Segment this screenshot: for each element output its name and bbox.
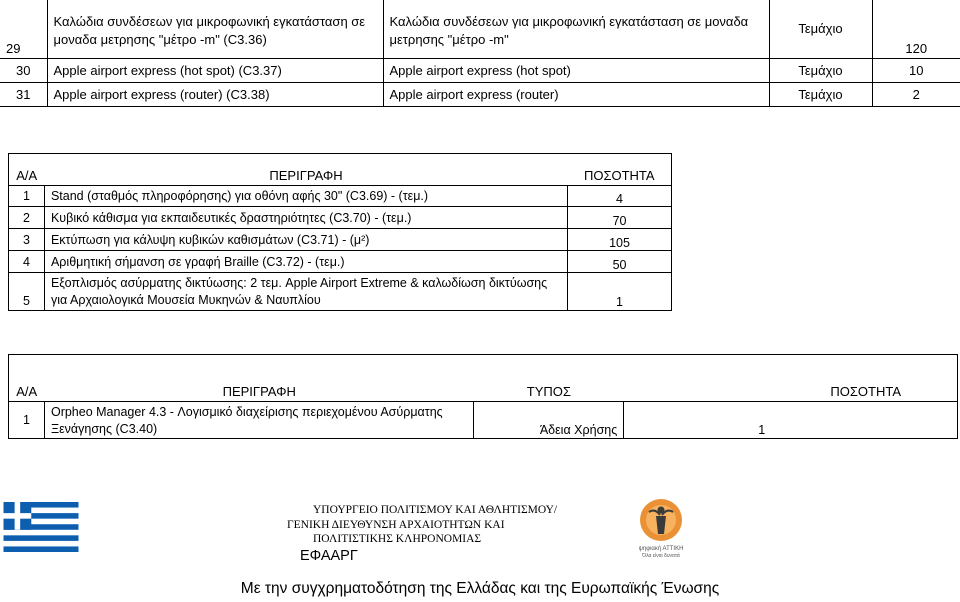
item-description: Apple airport express (hot spot) [383,58,769,82]
item-name: Apple airport express (router) (C3.38) [47,82,383,106]
table-row [9,207,672,229]
row-number: 30 [0,58,47,82]
ministry-line: ΥΠΟΥΡΓΕΙΟ ΠΟΛΙΤΙΣΜΟΥ ΚΑΙ ΑΘΛΗΤΙΣΜΟΥ/ [313,504,558,516]
header-description: ΠΕΡΙΓΡΑΦΗ [44,154,567,186]
header-description: ΠΕΡΙΓΡΑΦΗ [44,355,473,402]
row-number: 29 [0,0,47,58]
description-table [8,153,672,311]
table-row [9,273,672,311]
row-number: 5 [9,273,45,311]
table-row [0,0,960,58]
row-description: Κυβικό κάθισμα για εκπαιδευτικές δραστηριότητες (C3.70) - (τεμ.) [44,207,567,229]
header-number: Α/Α [9,355,45,402]
row-quantity: 4 [568,186,672,207]
header-quantity: ΠΟΣΟΤΗΤΑ [568,154,672,186]
header-number: Α/Α [9,154,45,186]
svg-text:ψηφιακή ΑΤΤΙΚΗ: ψηφιακή ΑΤΤΙΚΗ [638,546,684,552]
row-number: 31 [0,82,47,106]
item-name: Apple airport express (hot spot) (C3.37) [47,58,383,82]
header-type: ΤΥΠΟΣ [474,355,624,402]
item-quantity: 120 [872,0,960,58]
ministry-line: ΠΟΛΙΤΙΣΤΙΚΗΣ ΚΛΗΡΟΝΟΜΙΑΣ [313,533,482,545]
table-row [9,229,672,251]
table-row [0,58,960,82]
row-quantity: 105 [568,229,672,251]
ministry-line: ΓΕΝΙΚΗ ΔΙΕΥΘΥΝΣΗ ΑΡΧΑΙΟΤΗΤΩΝ ΚΑΙ [287,518,505,531]
item-description: Apple airport express (router) [383,82,769,106]
ministry-block [287,503,558,565]
table-row [9,186,672,207]
table-header-row [9,355,958,402]
item-quantity: 10 [872,58,960,82]
row-number: 3 [9,229,45,251]
row-number: 1 [9,186,45,207]
item-unit: Τεμάχιο [769,58,872,82]
row-quantity: 1 [568,273,672,311]
row-type: Άδεια Χρήσης [474,402,624,439]
table-row [9,402,958,439]
table-header-row [9,154,672,186]
item-description: Καλώδια συνδέσεων για μικροφωνική εγκατάσταση σε μοναδα μετρησης "μέτρο -m" [383,0,769,58]
items-table [0,0,960,107]
table-row [9,251,672,273]
row-number: 1 [9,402,45,439]
row-quantity: 50 [568,251,672,273]
agency-acronym: ΕΦΑΑΡΓ [300,547,358,564]
row-description: Stand (σταθμός πληροφόρησης) για οθόνη αφής 30" (C3.69) - (τεμ.) [44,186,567,207]
greek-flag-icon [3,502,79,552]
item-unit: Τεμάχιο [769,82,872,106]
row-description: Εξοπλισμός ασύρματης δικτύωσης: 2 τεμ. Apple Airport Extreme & καλωδίωση δικτύωσης για Αρχαιολογικά Μουσεία Μυκηνών & Ναυπλίου [44,273,567,311]
item-quantity: 2 [872,82,960,106]
header-quantity: ΠΟΣΟΤΗΤΑ [624,355,958,402]
row-description: Orpheo Manager 4.3 - Λογισμικό διαχείρισης περιεχομένου Ασύρματης Ξενάγησης (C3.40) [44,402,473,439]
item-unit: Τεμάχιο [769,0,872,58]
row-quantity: 1 [624,402,958,439]
row-quantity: 70 [568,207,672,229]
row-description: Εκτύπωση για κάλυψη κυβικών καθισμάτων (C3.71) - (μ²) [44,229,567,251]
cofunding-text: Με την συγχρηματοδότηση της Ελλάδας και της Ευρωπαϊκής Ένωσης [240,580,720,597]
row-number: 2 [9,207,45,229]
row-number: 4 [9,251,45,273]
software-table [8,354,958,439]
svg-text:Όλα είναι δυνατά: Όλα είναι δυνατά [642,553,680,559]
digital-attica-logo-icon [627,494,695,564]
row-description: Αριθμητική σήμανση σε γραφή Braille (C3.72) - (τεμ.) [44,251,567,273]
table-row [0,82,960,106]
item-name: Καλώδια συνδέσεων για μικροφωνική εγκατάσταση σε μοναδα μετρησης "μέτρο -m" (C3.36) [47,0,383,58]
